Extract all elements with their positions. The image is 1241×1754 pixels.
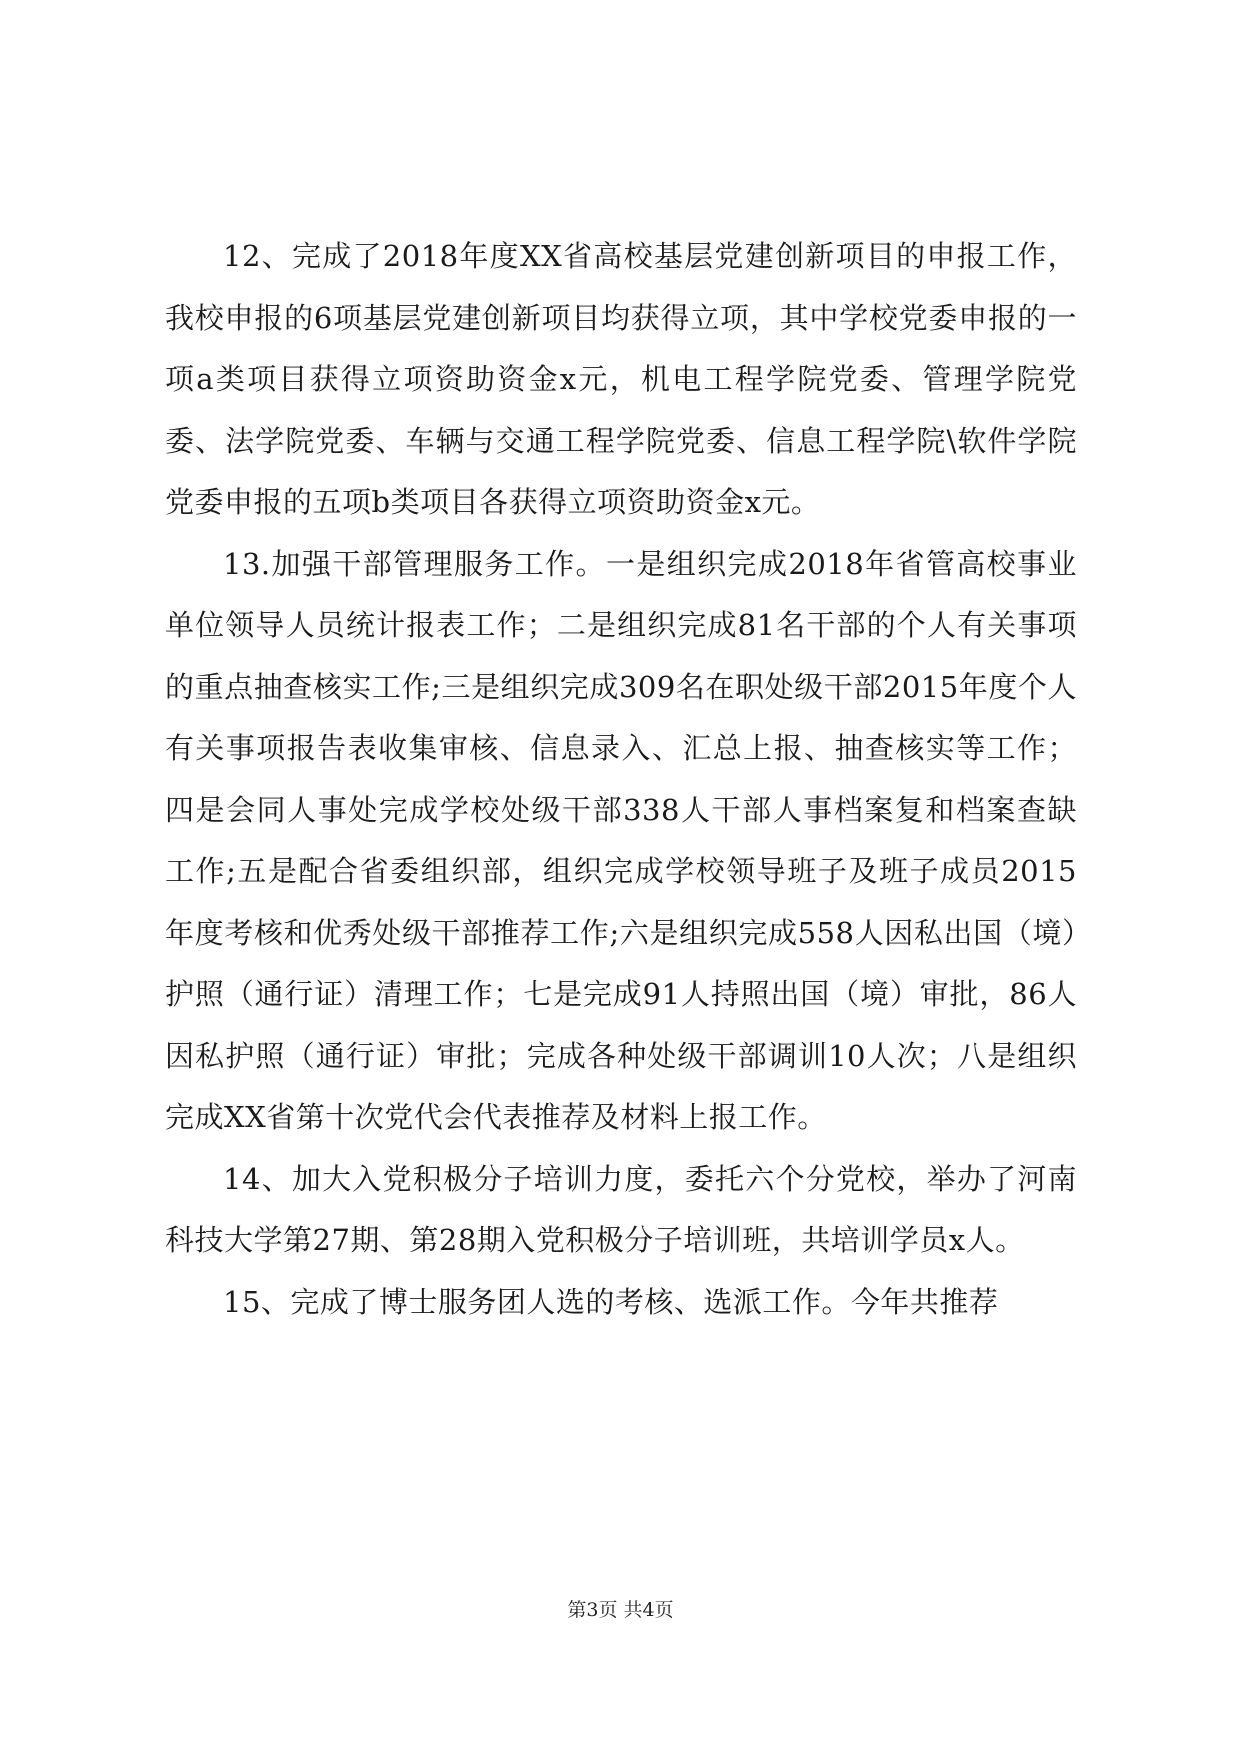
page-number-footer: 第3页 共4页: [567, 1599, 674, 1621]
paragraph-12: 12、完成了2018年度XX省高校基层党建创新项目的申报工作，我校申报的6项基层党建创新项目均获得立项，其中学校党委申报的一项a类项目获得立项资助资金x元，机电工程学院党委、管理学院党委、法学院党委、车辆与交通工程学院党委、信息工程学院\软件学院党委申报的五项b类项目各获得立项资助资金x元。: [165, 239, 1077, 519]
paragraph-13: 13.加强干部管理服务工作。一是组织完成2018年省管高校事业单位领导人员统计报表工作；二是组织完成81名干部的个人有关事项的重点抽查核实工作;三是组织完成309名在职处级干部2015年度个人有关事项报告表收集审核、信息录入、汇总上报、抽查核实等工作；四是会同人事处完成学校处级干部338人干部人事档案复和档案查缺工作;五是配合省委组织部，组织完成学校领导班子及班子成员2015年度考核和优秀处级干部推荐工作;六是组织完成558人因私出国（境）护照（通行证）清理工作；七是完成91人持照出国（境）审批，86人因私护照（通行证）审批；完成各种处级干部调训10人次；八是组织完成XX省第十次党代会代表推荐及材料上报工作。: [165, 546, 1077, 1134]
document-body: [165, 226, 1077, 1333]
paragraph-14: 14、加大入党积极分子培训力度，委托六个分党校，举办了河南科技大学第27期、第28期入党积极分子培训班，共培训学员x人。: [165, 1161, 1077, 1257]
paragraph-15: 15、完成了博士服务团人选的考核、选派工作。今年共推荐: [223, 1284, 999, 1319]
